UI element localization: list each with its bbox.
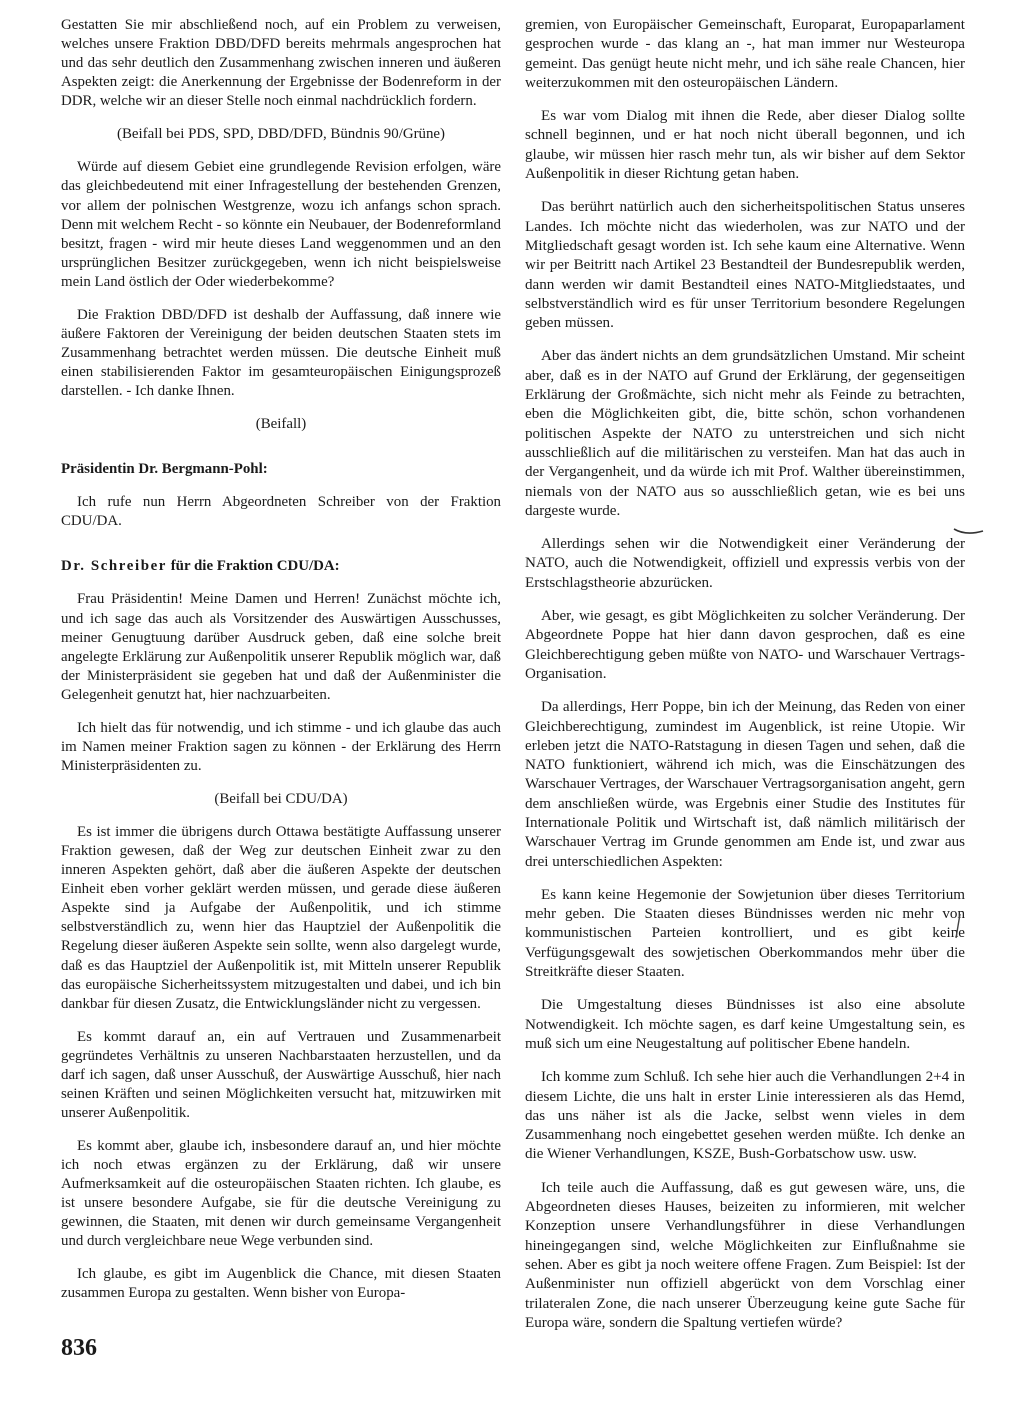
paragraph: Aber, wie gesagt, es gibt Möglichkeiten zu solcher Veränderung. Der Abgeordnete Poppe hat hier dann davon gesprochen, daß es eine Gleichberechtigung geben müßte von NATO- und Warschauer Vertrags-Organisation. [525,608,965,682]
paragraph: Ich rufe nun Herrn Abgeordneten Schreiber von der Fraktion CDU/DA. [61,494,501,530]
paragraph: Es kann keine Hegemonie der Sowjetunion über dieses Territorium mehr geben. Die Staaten dieses Bündnisses werden nic mehr von kommunistischen Parteien kontrolliert, und es gibt keine Verfügungsgewalt des sowjetischen Oberkommandos mehr über die Streitkräfte dieser Staaten. [525,886,965,981]
paragraph: Es kommt darauf an, ein auf Vertrauen und Zusammenarbeit gegründetes Verhältnis zu unseren Nachbarstaaten herzustellen, und da darf ich sagen, daß unser Ausschuß, der Auswärtige Ausschuß, hier nach seinen Kräften und seinen Möglichkeiten versucht hat, mitzuwirken mit unserer Außenpolitik. [61,1028,501,1121]
paragraph: Ich glaube, es gibt im Augenblick die Chance, mit diesen Staaten zusammen Europa zu gestalten. Wenn bisher von Europa- [61,1266,501,1302]
speaker-name: Dr. Schreiber [61,558,167,575]
speaker-heading [61,460,501,479]
speaker-heading [61,557,501,576]
paragraph: Allerdings sehen wir die Notwendigkeit einer Veränderung der NATO, auch die Notwendigkeit, offiziell und expressis verbis von der Erstschlagstheorie abzurücken. [525,536,965,591]
speaker-text: für die Fraktion CDU/DA: [167,558,340,575]
paragraph: Es kommt aber, glaube ich, insbesondere darauf an, und hier möchte ich noch etwas ergänzen zu der Erklärung, daß wir unsere Aufmerksamkeit auf die osteuropäischen Staaten richten. Ich glaube, es ist unsere besondere Aufgabe, sie für die deutsche Vereinigung zu gewinnen, die Staaten, mit denen wir durch gemeinsame Vergangenheit und durch vergleichbare neue Wege verbunden sind. [61,1138,501,1250]
paragraph: Es war vom Dialog mit ihnen die Rede, aber dieser Dialog sollte schnell beginnen, und er hat noch nicht überall begonnen, und ich glaube, wir müssen hier rasch mehr tun, als wir bisher auf dem Sektor Außenpolitik in dieser Richtung getan haben. [525,108,965,183]
paragraph: Gestatten Sie mir abschließend noch, auf ein Problem zu verweisen, welches unsere Fraktion DBD/DFD bereits mehrmals angesprochen hat und das sehr deutlich den Zusammenhang zwischen inneren und äußeren Aspekten zeigt: die Anerkennung der Ergebnisse der Bodenreform in der DDR, welche wir an dieser Stelle noch einmal nachdrücklich fordern. [61,17,501,110]
paragraph: Aber das ändert nichts an dem grundsätzlichen Umstand. Mir scheint aber, daß es in der NATO auf Grund der Erklärung, der gegenseitigen Erklärung der Großmächte, sich nicht mehr als Feinde zu betrachten, eben die Möglichkeiten gibt, die, bitte schön, schon vorhandenen politischen Aspekte der NATO zu unterstreichen und sich nicht ausschließlich auf die militärischen zu versteifen. Man hat das auch in der Vergangenheit, und da würde ich mit Prof. Walther übereinstimmen, niemals von der NATO aus so ausschließlich getan, wie es bei uns dargeste wurde. [525,348,965,519]
page-number: 836 [61,1335,97,1361]
paragraph: Ich komme zum Schluß. Ich sehe hier auch die Verhandlungen 2+4 in diesem Lichte, die uns halt in erster Linie interessieren als das Hemd, das uns näher ist als die Jacke, selbst wenn vieles in dem Zusammenhang noch eingebettet gesehen werden müßte. Ich denke an die Wiener Verhandlungen, KSZE, Bush-Gorbatschow usw. usw. [525,1069,965,1163]
paragraph: Die Fraktion DBD/DFD ist deshalb der Auffassung, daß innere wie äußere Faktoren der Vereinigung der beiden deutschen Staaten stets im Zusammenhang betrachtet werden müssen. Die deutsche Einheit muß einen stabilisierenden Faktor im gesamteuropäischen Einigungsprozeß darstellen. - Ich danke Ihnen. [61,306,501,400]
speaker-text: Präsidentin Dr. Bergmann-Pohl: [61,461,268,478]
paragraph: Das berührt natürlich auch den sicherheitspolitischen Status unseres Landes. Ich möchte nicht das wiederholen, was zur NATO und der Mitgliedschaft gesagt worden ist. Ich sehe kaum eine Alternative. Wenn wir per Beitritt nach Artikel 23 Bestandteil der Bundesrepublik werden, dann werden wir damit Bestandteil eines NATO-Mitgliedstaates, und selbstverständlich wird es für unser Territorium besondere Regelungen geben müssen. [525,199,965,332]
paragraph: Frau Präsidentin! Meine Damen und Herren! Zunächst möchte ich, und ich sage das auch als Vorsitzender des Auswärtigen Ausschusses, meiner Genugtuung darüber Ausdruck geben, daß eine solche breit angelegte Erklärung zur Außenpolitik unserer Republik möglich war, daß der Ministerpräsident sie gegeben hat und daß der Außenminister die Gelegenheit genutzt hat, hier nachzuarbeiten. [61,591,501,703]
paragraph: Die Umgestaltung dieses Bündnisses ist also eine absolute Notwendigkeit. Ich möchte sagen, es darf keine Umgestaltung sein, es muß sich um eine Neugestaltung auf politischer Ebene handeln. [525,997,965,1052]
paragraph: Es ist immer die übrigens durch Ottawa bestätigte Auffassung unserer Fraktion gewesen, daß der Weg zur deutschen Einheit zwar zu den inneren Aspekten gehört, daß aber die äußeren Aspekte der deutschen Einheit eben vorher geklärt werden müssen, und gerade diese äußeren Aspekte sind ja Aufgabe der Außenpolitik, und ich stimme selbstverständlich zu, wenn hier das Hauptziel der Außenpolitik die Regelung dieser äußeren Aspekte sein sollte, wenn also dargelegt wurde, daß es das Hauptziel der Außenpolitik ist, mit Mitteln unserer Republik das europäische Sicherheitssystem mitzugestalten und dabei, und ich bin dankbar für diesen Zusatz, die Entwicklungsländer nicht zu vergessen. [61,824,501,1012]
paragraph: Ich hielt das für notwendig, und ich stimme - und ich glaube das auch im Namen meiner Fraktion sagen zu können - der Erklärung des Herrn Ministerpräsidenten zu. [61,719,501,774]
margin-mark [950,912,970,940]
applause-note: (Beifall bei PDS, SPD, DBD/DFD, Bündnis 90/Grüne) [116,126,445,143]
applause-note: (Beifall) [255,416,307,433]
paragraph: Da allerdings, Herr Poppe, bin ich der Meinung, das Reden von einer Gleichberechtigung, zumindest im Augenblick, ist reine Utopie. Wir erleben jetzt die NATO-Ratstagung in diesen Tagen und sehen, daß die NATO funktioniert, während ich mich, was die Einschätzungen des Warschauer Vertrages, der Warschauer Vertragsorganisation angeht, gern dem anschließen würde, was Ergebnis einer Studie des Institutes für Internationale Politik und Wirtschaft ist, daß nämlich militärisch der Warschauer Vertrag im Grunde genommen am Ende ist, und zwar aus drei unterschiedlichen Aspekten: [525,699,965,870]
applause-note: (Beifall bei CDU/DA) [214,791,348,807]
paragraph: Ich teile auch die Auffassung, daß es gut gewesen wäre, uns, die Abgeordneten dieses Hauses, beizeiten zu informieren, mit welcher Konzeption unsere Verhandlungsführer in diese Verhandlungen hineingegangen sind, welche Möglichkeiten zur Einflußnahme sie sehen. Aber es gibt ja noch weitere offene Fragen. Zum Beispiel: Ist der Außenminister nun offiziell abgerückt von dem Vorschlag einer trilateralen Zone, die nach unserer Überzeugung keine gute Sache für Europa wäre, sondern die Spaltung vertiefen würde? [525,1179,965,1331]
margin-mark [952,524,986,538]
left-column [61,16,501,1318]
paragraph: Würde auf diesem Gebiet eine grundlegende Revision erfolgen, wäre das gleichbedeutend mit einer Infragestellung der bestehenden Grenzen, vor allem der polnischen Westgrenze, wozu ich anfangs schon sprach. Denn mit welchem Recht - so könnte ein Neubauer, der Bodenreformland besitzt, fragen - wird mir heute dieses Land weggenommen und an den ursprünglichen Besitzer zurückgegeben, wenn ich nicht beispielsweise mein Land östlich der Oder wiederbekomme? [61,159,501,290]
paragraph: gremien, von Europäischer Gemeinschaft, Europarat, Europaparlament gesprochen wurde - das klang an -, hat man immer nur Westeuropa gemeint. Das genügt heute nicht mehr, und ich sähe reale Chancen, hier weiterzukommen mit den osteuropäischen Ländern. [525,17,965,91]
right-column [525,16,965,1347]
